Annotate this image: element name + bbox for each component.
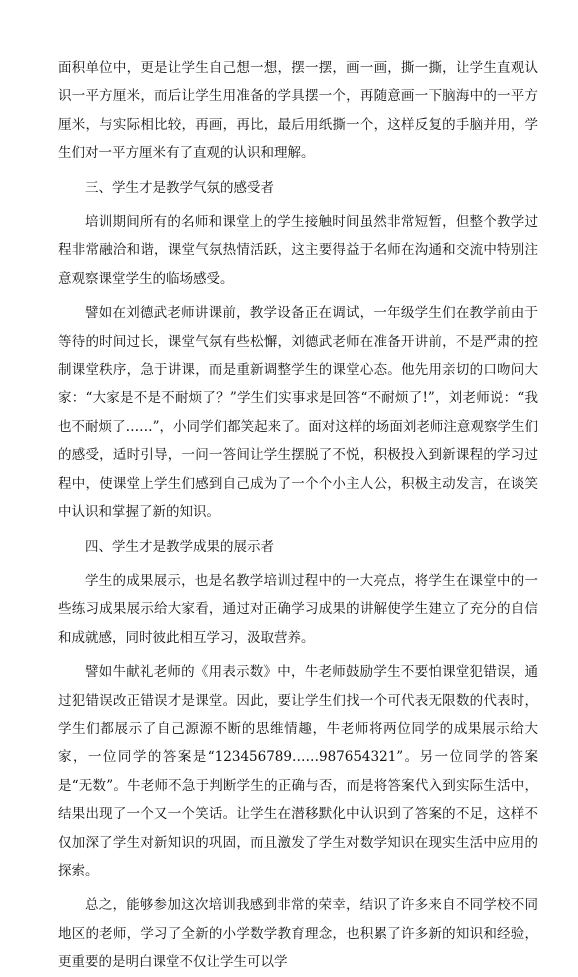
- section-heading-3: 三、学生才是教学气氛的感受者: [85, 179, 274, 196]
- paragraph-continuation: 面积单位中，更是让学生自己想一想，摆一摆，画一画，撕一撕，让学生直观认识一平方厘米，而后让学生用准备的学具摆一个，再随意画一下脑海中的一平方厘米，与实际相比较，再画，再比，最后用纸撕一个，这样反复的手脑并用，学生们对一平方厘米有了直观的认识和理解。: [58, 60, 538, 162]
- paragraph: 譬如在刘德武老师讲课前，教学设备正在调试，一年级学生们在教学前由于等待的时间过长，课堂气氛有些松懈，刘德武老师在准备开讲前，不是严肃的控制课堂秩序，急于讲课，而是重新调整学生的课堂心态。他先用亲切的口吻问大家：“大家是不是不耐烦了？”学生们实事求是回答“不耐烦了!”，刘老师说：“我也不耐烦了……”，小同学们都笑起来了。面对这样的场面刘老师注意观察学生们的感受，适时引导，一问一答间让学生摆脱了不悦，积极投入到新课程的学习过程中，使课堂上学生们感到自己成为了一个个小主人公，积极主动发言，在谈笑中认识和掌握了新的知识。: [58, 305, 538, 521]
- section-heading-4: 四、学生才是教学成果的展示者: [85, 538, 274, 555]
- paragraph: 譬如牛献礼老师的《用表示数》中，牛老师鼓励学生不要怕课堂犯错误，通过犯错误改正错误才是课堂。因此，要让学生们找一个可代表无限数的代表时，学生们都展示了自己源源不断的思维情趣，牛老师将两位同学的成果展示给大家，一位同学的答案是“123456789……987654321”。另一位同学的答案是“无数”。牛老师不急于判断学生的正确与否，而是将答案代入到实际生活中，结果出现了一个又一个笑话。让学生在潜移默化中认识到了答案的不足，这样不仅加深了学生对新知识的巩固，而且激发了学生对数学知识在现实生活中应用的探索。: [58, 664, 538, 879]
- paragraph: 学生的成果展示，也是名教学培训过程中的一大亮点，将学生在课堂中的一些练习成果展示给大家看，通过对正确学习成果的讲解使学生建立了充分的自信和成就感，同时彼此相互学习，汲取营养。: [58, 572, 538, 646]
- paragraph: 总之，能够参加这次培训我感到非常的荣幸，结识了许多来自不同学校不同地区的老师，学习了全新的小学数学教育理念，也积累了许多新的知识和经验，更重要的是明白课堂不仅让学生可以学: [58, 897, 538, 971]
- paragraph: 培训期间所有的名师和课堂上的学生接触时间虽然非常短暂，但整个教学过程非常融洽和谐，课堂气氛热情活跃，这主要得益于名师在沟通和交流中特别注意观察课堂学生的临场感受。: [58, 214, 538, 287]
